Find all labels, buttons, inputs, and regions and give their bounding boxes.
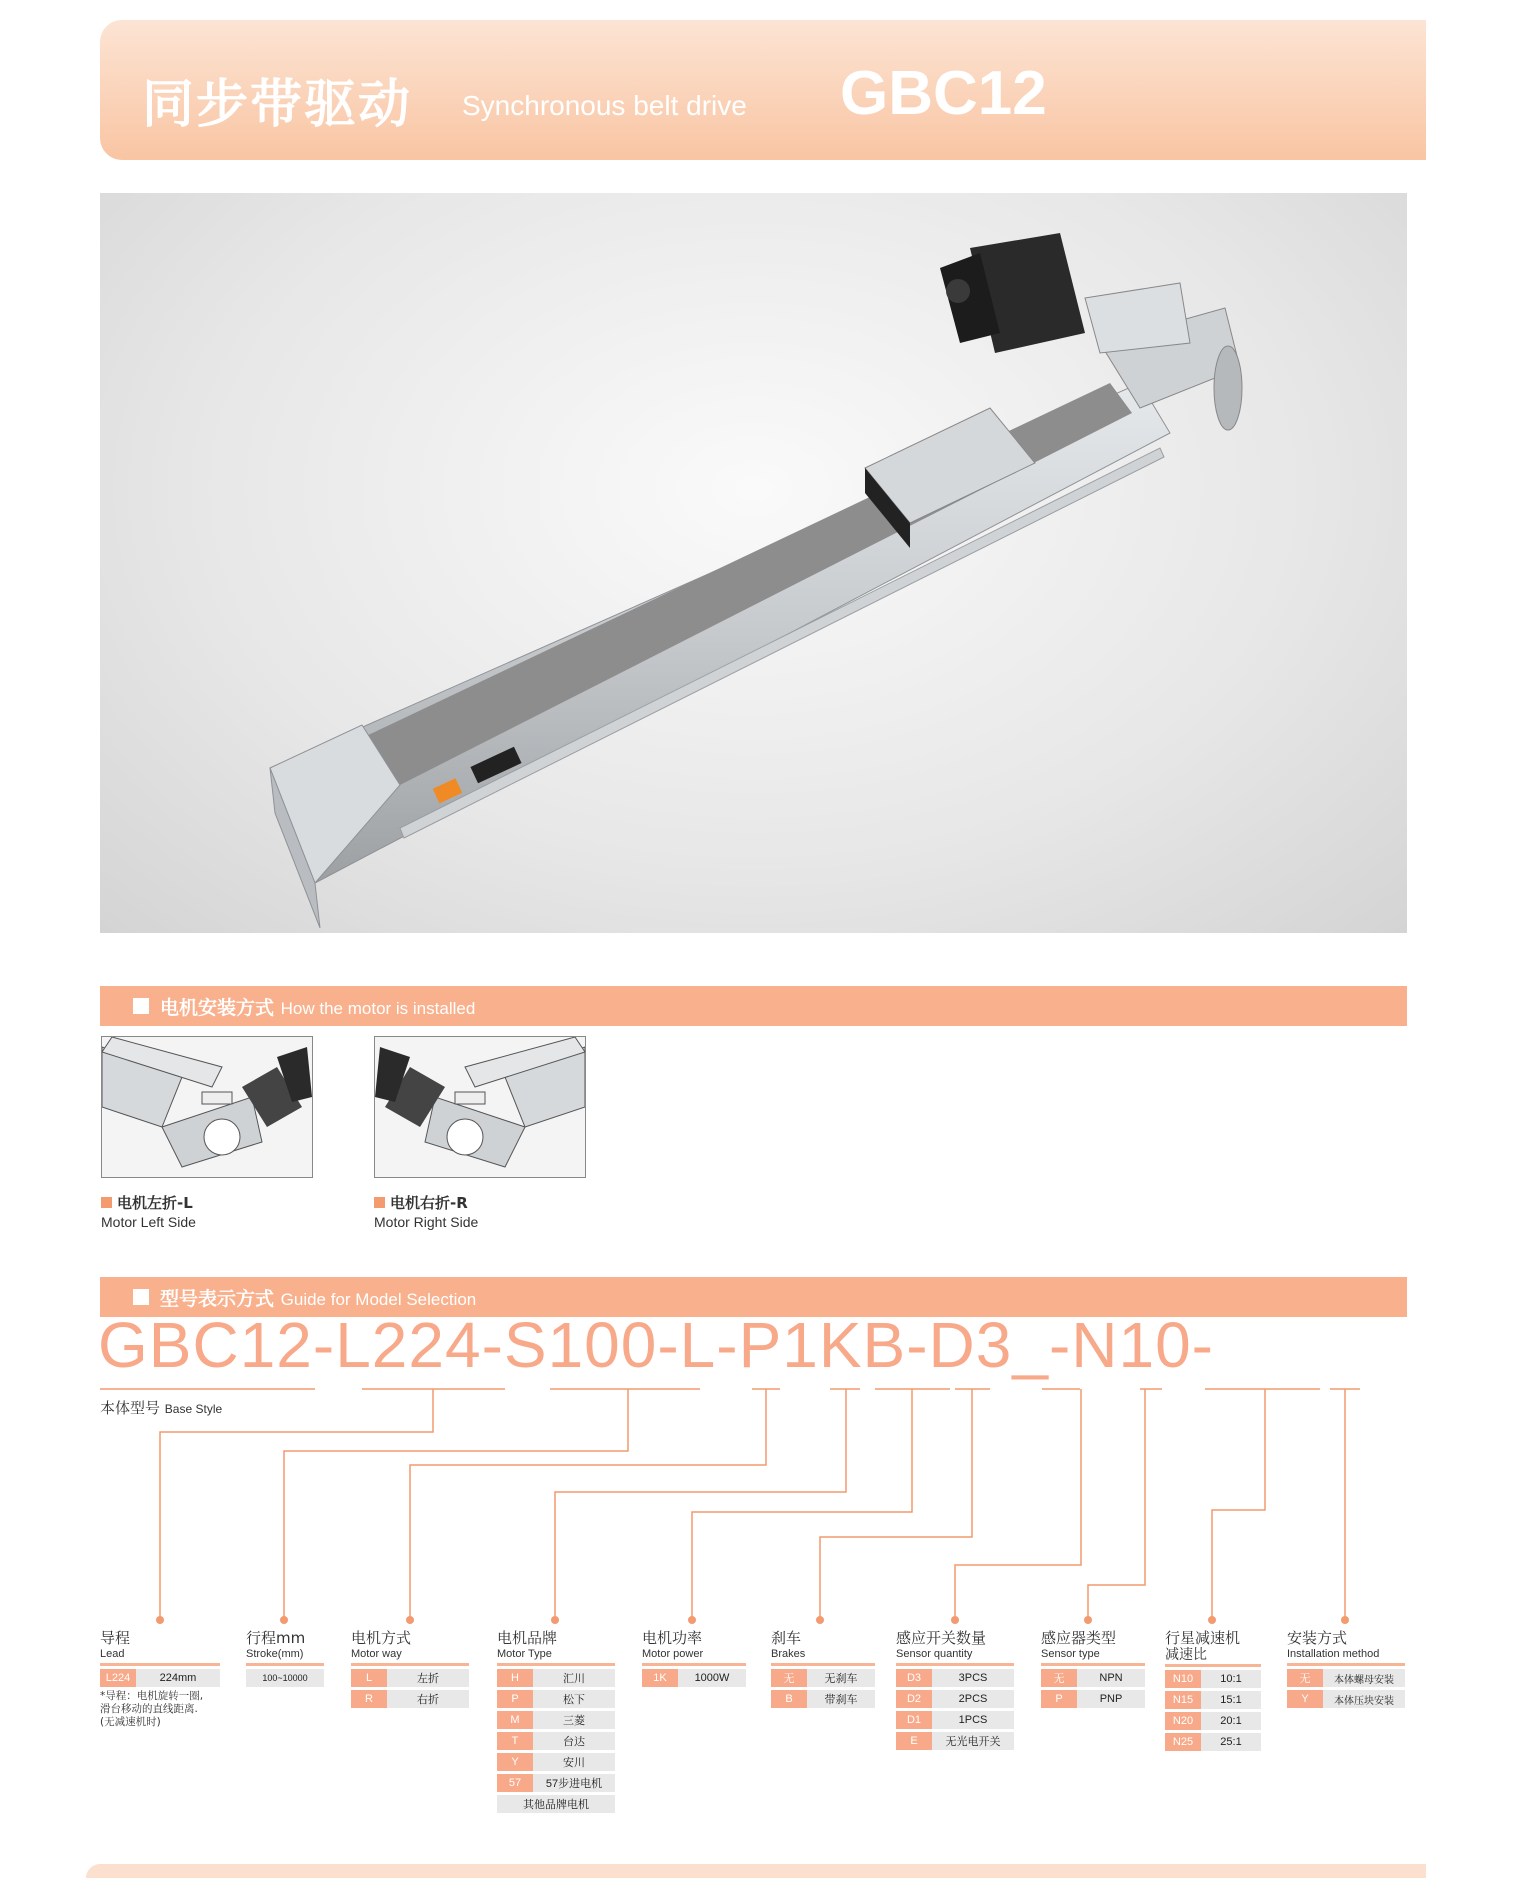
param-value: 1000W: [678, 1669, 746, 1687]
param-row: [771, 1690, 875, 1708]
banner-model: GBC12: [840, 59, 1047, 128]
param-underline: [1165, 1664, 1261, 1667]
param-row: [1165, 1670, 1261, 1688]
param-underline: [771, 1663, 875, 1666]
param-value: 三菱: [533, 1711, 615, 1729]
param-row: [1165, 1712, 1261, 1730]
param-code: P: [497, 1690, 533, 1708]
model-code: GBC12-L224-S100-L-P1KB-D3_-N10-: [98, 1309, 1214, 1381]
param-row: [1287, 1669, 1405, 1687]
param-brakes-title: 刹车: [771, 1629, 802, 1647]
param-install-title: 安装方式: [1287, 1629, 1348, 1647]
note-line: *导程：电机旋转一圈,: [100, 1690, 204, 1702]
param-code: P: [1041, 1690, 1077, 1708]
section-title-install-en: How the motor is installed: [280, 999, 476, 1018]
param-code: N25: [1165, 1733, 1201, 1751]
param-lead: [100, 1627, 220, 1729]
param-code: E: [896, 1732, 932, 1750]
param-code: L: [351, 1669, 387, 1687]
param-row: [497, 1795, 615, 1813]
param-value: 3PCS: [932, 1669, 1014, 1687]
param-way: [351, 1627, 469, 1711]
param-sensor-qty-sub: Sensor quantity: [896, 1648, 973, 1660]
label-motor-right-en: Motor Right Side: [374, 1214, 479, 1230]
param-underline: [896, 1663, 1014, 1666]
param-code: L224: [100, 1669, 136, 1687]
label-motor-left-en: Motor Left Side: [101, 1214, 196, 1230]
param-underline: [351, 1663, 469, 1666]
param-row: [100, 1669, 220, 1687]
param-code: N15: [1165, 1691, 1201, 1709]
param-sensor-type: [1041, 1627, 1145, 1711]
note-line: (无减速机时): [100, 1716, 161, 1728]
param-code: 57: [497, 1774, 533, 1792]
param-value: PNP: [1077, 1690, 1145, 1708]
param-brand-sub: Motor Type: [497, 1648, 552, 1660]
param-sensor-type-sub: Sensor type: [1041, 1648, 1100, 1660]
param-row: [896, 1669, 1014, 1687]
section-title-model-en: Guide for Model Selection: [280, 1290, 477, 1309]
banner-title-zh: 同步带驱动: [142, 75, 413, 135]
param-underline: [1041, 1663, 1145, 1666]
param-value: 安川: [533, 1753, 615, 1771]
param-code: N10: [1165, 1670, 1201, 1688]
param-brand-title: 电机品牌: [497, 1629, 558, 1647]
param-row: [351, 1690, 469, 1708]
param-value: 本体压块安装: [1323, 1690, 1405, 1708]
param-row: [497, 1669, 615, 1687]
param-value: 无光电开关: [932, 1732, 1014, 1750]
param-row: [1041, 1669, 1145, 1687]
param-row: [896, 1732, 1014, 1750]
base-style-en: Base Style: [164, 1402, 223, 1416]
footer-bar: [86, 1864, 1426, 1878]
param-underline: [100, 1663, 220, 1666]
param-value: 其他品牌电机: [497, 1795, 615, 1813]
param-code: D3: [896, 1669, 932, 1687]
label-motor-right-zh: 电机右折-R: [390, 1194, 468, 1212]
param-code: 无: [1287, 1669, 1323, 1687]
param-code: D1: [896, 1711, 932, 1729]
param-code: N20: [1165, 1712, 1201, 1730]
param-underline: [497, 1663, 615, 1666]
base-style-zh: 本体型号: [100, 1399, 161, 1417]
param-row: [1041, 1690, 1145, 1708]
label-motor-left-zh: 电机左折-L: [117, 1194, 193, 1212]
param-lead-sub: Lead: [100, 1648, 125, 1660]
param-row: [497, 1753, 615, 1771]
param-value: 无刹车: [807, 1669, 875, 1687]
param-row: [497, 1690, 615, 1708]
param-value: 左折: [387, 1669, 469, 1687]
param-code: R: [351, 1690, 387, 1708]
param-row: [642, 1669, 746, 1687]
param-row: [1165, 1733, 1261, 1751]
param-stroke-title: 行程mm: [246, 1629, 306, 1647]
param-value: 2PCS: [932, 1690, 1014, 1708]
param-value: 224mm: [136, 1669, 220, 1687]
param-code: B: [771, 1690, 807, 1708]
param-value: 57步进电机: [533, 1774, 615, 1792]
section-title-model-zh: 型号表示方式: [160, 1288, 275, 1310]
param-row: [896, 1711, 1014, 1729]
param-underline: [1287, 1663, 1405, 1666]
param-code: Y: [1287, 1690, 1323, 1708]
param-value: 台达: [533, 1732, 615, 1750]
param-row: [771, 1669, 875, 1687]
param-way-title: 电机方式: [351, 1629, 412, 1647]
param-brakes: [771, 1627, 875, 1711]
param-reducer: [1165, 1627, 1261, 1754]
banner-title-en: Synchronous belt drive: [462, 90, 747, 121]
param-brakes-sub: Brakes: [771, 1648, 806, 1660]
param-row: [1287, 1690, 1405, 1708]
param-power: [642, 1627, 746, 1690]
param-code: Y: [497, 1753, 533, 1771]
param-row: [497, 1774, 615, 1792]
param-power-title: 电机功率: [642, 1629, 703, 1647]
param-stroke-sub: Stroke(mm): [246, 1648, 304, 1660]
param-value: 1PCS: [932, 1711, 1014, 1729]
param-code: 无: [771, 1669, 807, 1687]
param-reducer-title: 行星减速机: [1165, 1629, 1241, 1647]
param-code: M: [497, 1711, 533, 1729]
param-way-sub: Motor way: [351, 1648, 402, 1660]
note-line: 滑台移动的直线距离.: [100, 1703, 198, 1715]
param-reducer-title2: 减速比: [1165, 1647, 1207, 1663]
param-lead-note: [100, 1690, 220, 1729]
param-row: [351, 1669, 469, 1687]
param-underline: [246, 1663, 324, 1666]
param-sensor-qty: [896, 1627, 1014, 1753]
param-brand: [497, 1627, 615, 1816]
param-underline: [642, 1663, 746, 1666]
param-code: 无: [1041, 1669, 1077, 1687]
param-install: [1287, 1627, 1405, 1711]
param-row: [246, 1669, 324, 1687]
param-stroke: [246, 1627, 324, 1690]
param-value: 松下: [533, 1690, 615, 1708]
param-code: 1K: [642, 1669, 678, 1687]
param-install-sub: Installation method: [1287, 1648, 1380, 1660]
param-value: 15:1: [1201, 1691, 1261, 1709]
param-code: T: [497, 1732, 533, 1750]
param-lead-title: 导程: [100, 1629, 131, 1647]
param-row: [1165, 1691, 1261, 1709]
param-value: 10:1: [1201, 1670, 1261, 1688]
param-power-sub: Motor power: [642, 1648, 704, 1660]
param-value: 右折: [387, 1690, 469, 1708]
param-value: 本体螺母安装: [1323, 1669, 1405, 1687]
param-row: [896, 1690, 1014, 1708]
param-value: 25:1: [1201, 1733, 1261, 1751]
param-sensor-type-title: 感应器类型: [1041, 1629, 1117, 1647]
param-row: [497, 1732, 615, 1750]
param-value: 100~10000: [246, 1669, 324, 1687]
param-value: NPN: [1077, 1669, 1145, 1687]
param-code: H: [497, 1669, 533, 1687]
section-title-install-zh: 电机安装方式: [160, 997, 275, 1019]
param-value: 20:1: [1201, 1712, 1261, 1730]
param-row: [497, 1711, 615, 1729]
param-value: 汇川: [533, 1669, 615, 1687]
param-sensor-qty-title: 感应开关数量: [896, 1629, 987, 1647]
param-value: 带刹车: [807, 1690, 875, 1708]
param-code: D2: [896, 1690, 932, 1708]
